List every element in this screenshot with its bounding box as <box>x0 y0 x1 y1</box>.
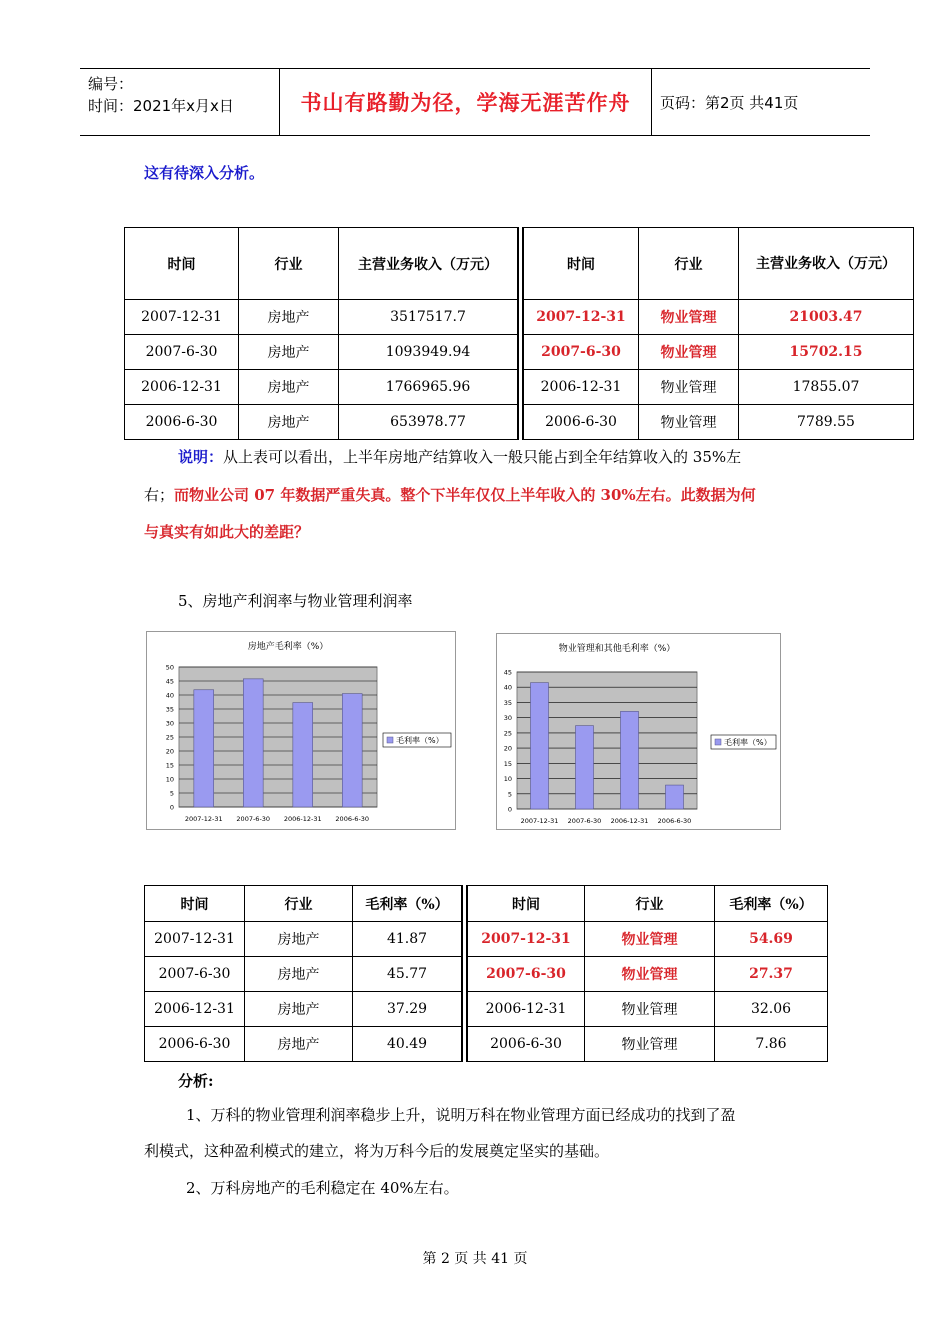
note-line-1 <box>178 446 741 467</box>
header-time: 时间：2021年x月x日 <box>88 97 234 115</box>
chart-property-svg <box>497 634 782 831</box>
table-row <box>145 922 828 957</box>
table-cell: 15702.15 <box>739 335 914 370</box>
header-meta <box>80 69 280 135</box>
note-text-1: 从上表可以看出，上半年房地产结算收入一般只能占到全年结算收入的 35%左 <box>223 448 742 466</box>
table-cell: 物业管理 <box>585 1027 715 1062</box>
y-tick-label: 40 <box>503 683 512 692</box>
table-cell: 2006-12-31 <box>125 370 239 405</box>
y-tick-label: 50 <box>165 663 174 672</box>
y-tick-label: 5 <box>169 789 174 798</box>
x-tick-label: 2007-6-30 <box>236 815 271 823</box>
table-cell: 2006-6-30 <box>521 405 639 440</box>
table-cell: 物业管理 <box>639 300 739 335</box>
y-tick-label: 15 <box>165 761 174 770</box>
note-label: 说明： <box>178 448 224 466</box>
x-tick-label: 2006-12-31 <box>283 815 322 823</box>
y-tick-label: 45 <box>503 668 512 677</box>
table-header-cell: 主营业务收入（万元） <box>739 228 914 300</box>
intro-text: 这有待深入分析。 <box>144 164 265 182</box>
table-cell: 54.69 <box>715 922 828 957</box>
y-tick-label: 45 <box>165 677 174 686</box>
table-cell: 2006-12-31 <box>465 992 585 1027</box>
header-number: 编号： <box>88 75 134 93</box>
table-cell: 2006-12-31 <box>521 370 639 405</box>
y-tick-label: 40 <box>165 691 174 700</box>
table-header-cell: 时间 <box>145 886 245 922</box>
x-tick-label: 2006-6-30 <box>657 817 692 825</box>
table-cell: 7.86 <box>715 1027 828 1062</box>
table-cell: 2007-6-30 <box>521 335 639 370</box>
table-cell: 物业管理 <box>639 335 739 370</box>
analysis-p1b: 利模式，这种盈利模式的建立，将为万科今后的发展奠定坚实的基础。 <box>144 1142 610 1160</box>
table-header-cell: 毛利率（%） <box>715 886 828 922</box>
table-cell: 40.49 <box>353 1027 465 1062</box>
chart-real-estate-svg <box>147 632 457 831</box>
table-cell: 2007-12-31 <box>465 922 585 957</box>
page-header <box>80 68 870 136</box>
y-tick-label: 0 <box>169 803 174 812</box>
table-cell: 房地产 <box>239 370 339 405</box>
table-cell: 物业管理 <box>585 992 715 1027</box>
y-tick-label: 30 <box>165 719 174 728</box>
table-header-cell: 时间 <box>125 228 239 300</box>
table-header-cell: 行业 <box>585 886 715 922</box>
bar <box>531 683 549 809</box>
table-header-cell: 行业 <box>245 886 353 922</box>
chart-real-estate <box>146 631 456 830</box>
bar <box>576 726 594 809</box>
analysis-p2: 2、万科房地产的毛利稳定在 40%左右。 <box>186 1179 459 1197</box>
table-cell: 物业管理 <box>585 957 715 992</box>
section-heading: 5、房地产利润率与物业管理利润率 <box>178 592 413 610</box>
x-tick-label: 2006-12-31 <box>610 817 649 825</box>
x-tick-label: 2006-6-30 <box>335 815 370 823</box>
header-motto: 书山有路勤为径，学海无涯苦作舟 <box>280 69 652 135</box>
table-row <box>125 335 914 370</box>
table-cell: 2007-12-31 <box>125 300 239 335</box>
y-tick-label: 35 <box>165 705 174 714</box>
table-cell: 1093949.94 <box>339 335 521 370</box>
revenue-table <box>124 227 914 440</box>
table-header-cell: 行业 <box>239 228 339 300</box>
header-page: 页码：第2页 共41页 <box>660 93 799 112</box>
table-cell: 物业管理 <box>639 370 739 405</box>
x-tick-label: 2007-12-31 <box>520 817 559 825</box>
table-header-row <box>125 228 914 300</box>
table-cell: 房地产 <box>239 300 339 335</box>
bar <box>621 711 639 809</box>
table-row <box>145 992 828 1027</box>
table-cell: 房地产 <box>245 992 353 1027</box>
table-header-cell: 时间 <box>521 228 639 300</box>
y-tick-label: 10 <box>165 775 174 784</box>
table-row <box>125 405 914 440</box>
table-cell: 2006-12-31 <box>145 992 245 1027</box>
table-cell: 2007-6-30 <box>465 957 585 992</box>
y-tick-label: 10 <box>503 775 512 784</box>
table-cell: 2006-6-30 <box>145 1027 245 1062</box>
table-cell: 房地产 <box>245 922 353 957</box>
table-cell: 物业管理 <box>639 405 739 440</box>
table-header-cell: 时间 <box>465 886 585 922</box>
table-cell: 2007-6-30 <box>145 957 245 992</box>
chart-title: 房地产毛利率（%） <box>247 642 329 652</box>
note-line-3: 与真实有如此大的差距？ <box>144 523 310 541</box>
y-tick-label: 25 <box>503 729 512 738</box>
chart-title: 物业管理和其他毛利率（%） <box>558 644 676 654</box>
bar <box>243 679 263 807</box>
table-cell: 房地产 <box>245 1027 353 1062</box>
y-tick-label: 20 <box>165 747 174 756</box>
table-cell: 41.87 <box>353 922 465 957</box>
table-cell: 2007-12-31 <box>521 300 639 335</box>
table-header-cell: 主营业务收入（万元） <box>339 228 521 300</box>
y-tick-label: 25 <box>165 733 174 742</box>
table-cell: 物业管理 <box>585 922 715 957</box>
table-cell: 7789.55 <box>739 405 914 440</box>
analysis-p1a: 1、万科的物业管理利润率稳步上升，说明万科在物业管理方面已经成功的找到了盈 <box>186 1106 736 1124</box>
y-tick-label: 35 <box>503 698 512 707</box>
table-row <box>125 370 914 405</box>
legend-swatch <box>387 737 393 743</box>
note-line-2 <box>144 484 756 505</box>
table-cell: 32.06 <box>715 992 828 1027</box>
bar <box>342 694 362 807</box>
table-header-cell: 毛利率（%） <box>353 886 465 922</box>
x-tick-label: 2007-12-31 <box>184 815 223 823</box>
table-cell: 2006-6-30 <box>125 405 239 440</box>
note-text-2a: 右； <box>144 486 175 504</box>
table-cell: 1766965.96 <box>339 370 521 405</box>
table-cell: 2006-6-30 <box>465 1027 585 1062</box>
analysis-title: 分析: <box>178 1072 214 1090</box>
table-cell: 2007-12-31 <box>145 922 245 957</box>
margin-table <box>144 885 828 1062</box>
table-row <box>145 957 828 992</box>
bar <box>293 703 313 807</box>
page-footer: 第 2 页 共 41 页 <box>422 1251 528 1267</box>
table-cell: 653978.77 <box>339 405 521 440</box>
legend-label: 毛利率（%） <box>724 738 772 747</box>
y-tick-label: 0 <box>507 805 512 814</box>
table-cell: 37.29 <box>353 992 465 1027</box>
chart-property <box>496 633 781 830</box>
table-row <box>125 300 914 335</box>
table-cell: 房地产 <box>239 405 339 440</box>
table-cell: 27.37 <box>715 957 828 992</box>
bar <box>666 785 684 809</box>
table-cell: 2007-6-30 <box>125 335 239 370</box>
table-cell: 45.77 <box>353 957 465 992</box>
table-header-row <box>145 886 828 922</box>
y-tick-label: 15 <box>503 759 512 768</box>
table-cell: 房地产 <box>245 957 353 992</box>
note-text-2b: 而物业公司 07 年数据严重失真。整个下半年仅仅上半年收入的 30%左右。此数据为何 <box>174 486 756 504</box>
table-cell: 房地产 <box>239 335 339 370</box>
bar <box>194 690 214 807</box>
table-header-cell: 行业 <box>639 228 739 300</box>
table-row <box>145 1027 828 1062</box>
x-tick-label: 2007-6-30 <box>567 817 602 825</box>
legend-label: 毛利率（%） <box>396 736 444 745</box>
table-cell: 21003.47 <box>739 300 914 335</box>
y-tick-label: 5 <box>507 790 512 799</box>
legend-swatch <box>715 739 721 745</box>
table-cell: 3517517.7 <box>339 300 521 335</box>
y-tick-label: 30 <box>503 714 512 723</box>
y-tick-label: 20 <box>503 744 512 753</box>
table-cell: 17855.07 <box>739 370 914 405</box>
